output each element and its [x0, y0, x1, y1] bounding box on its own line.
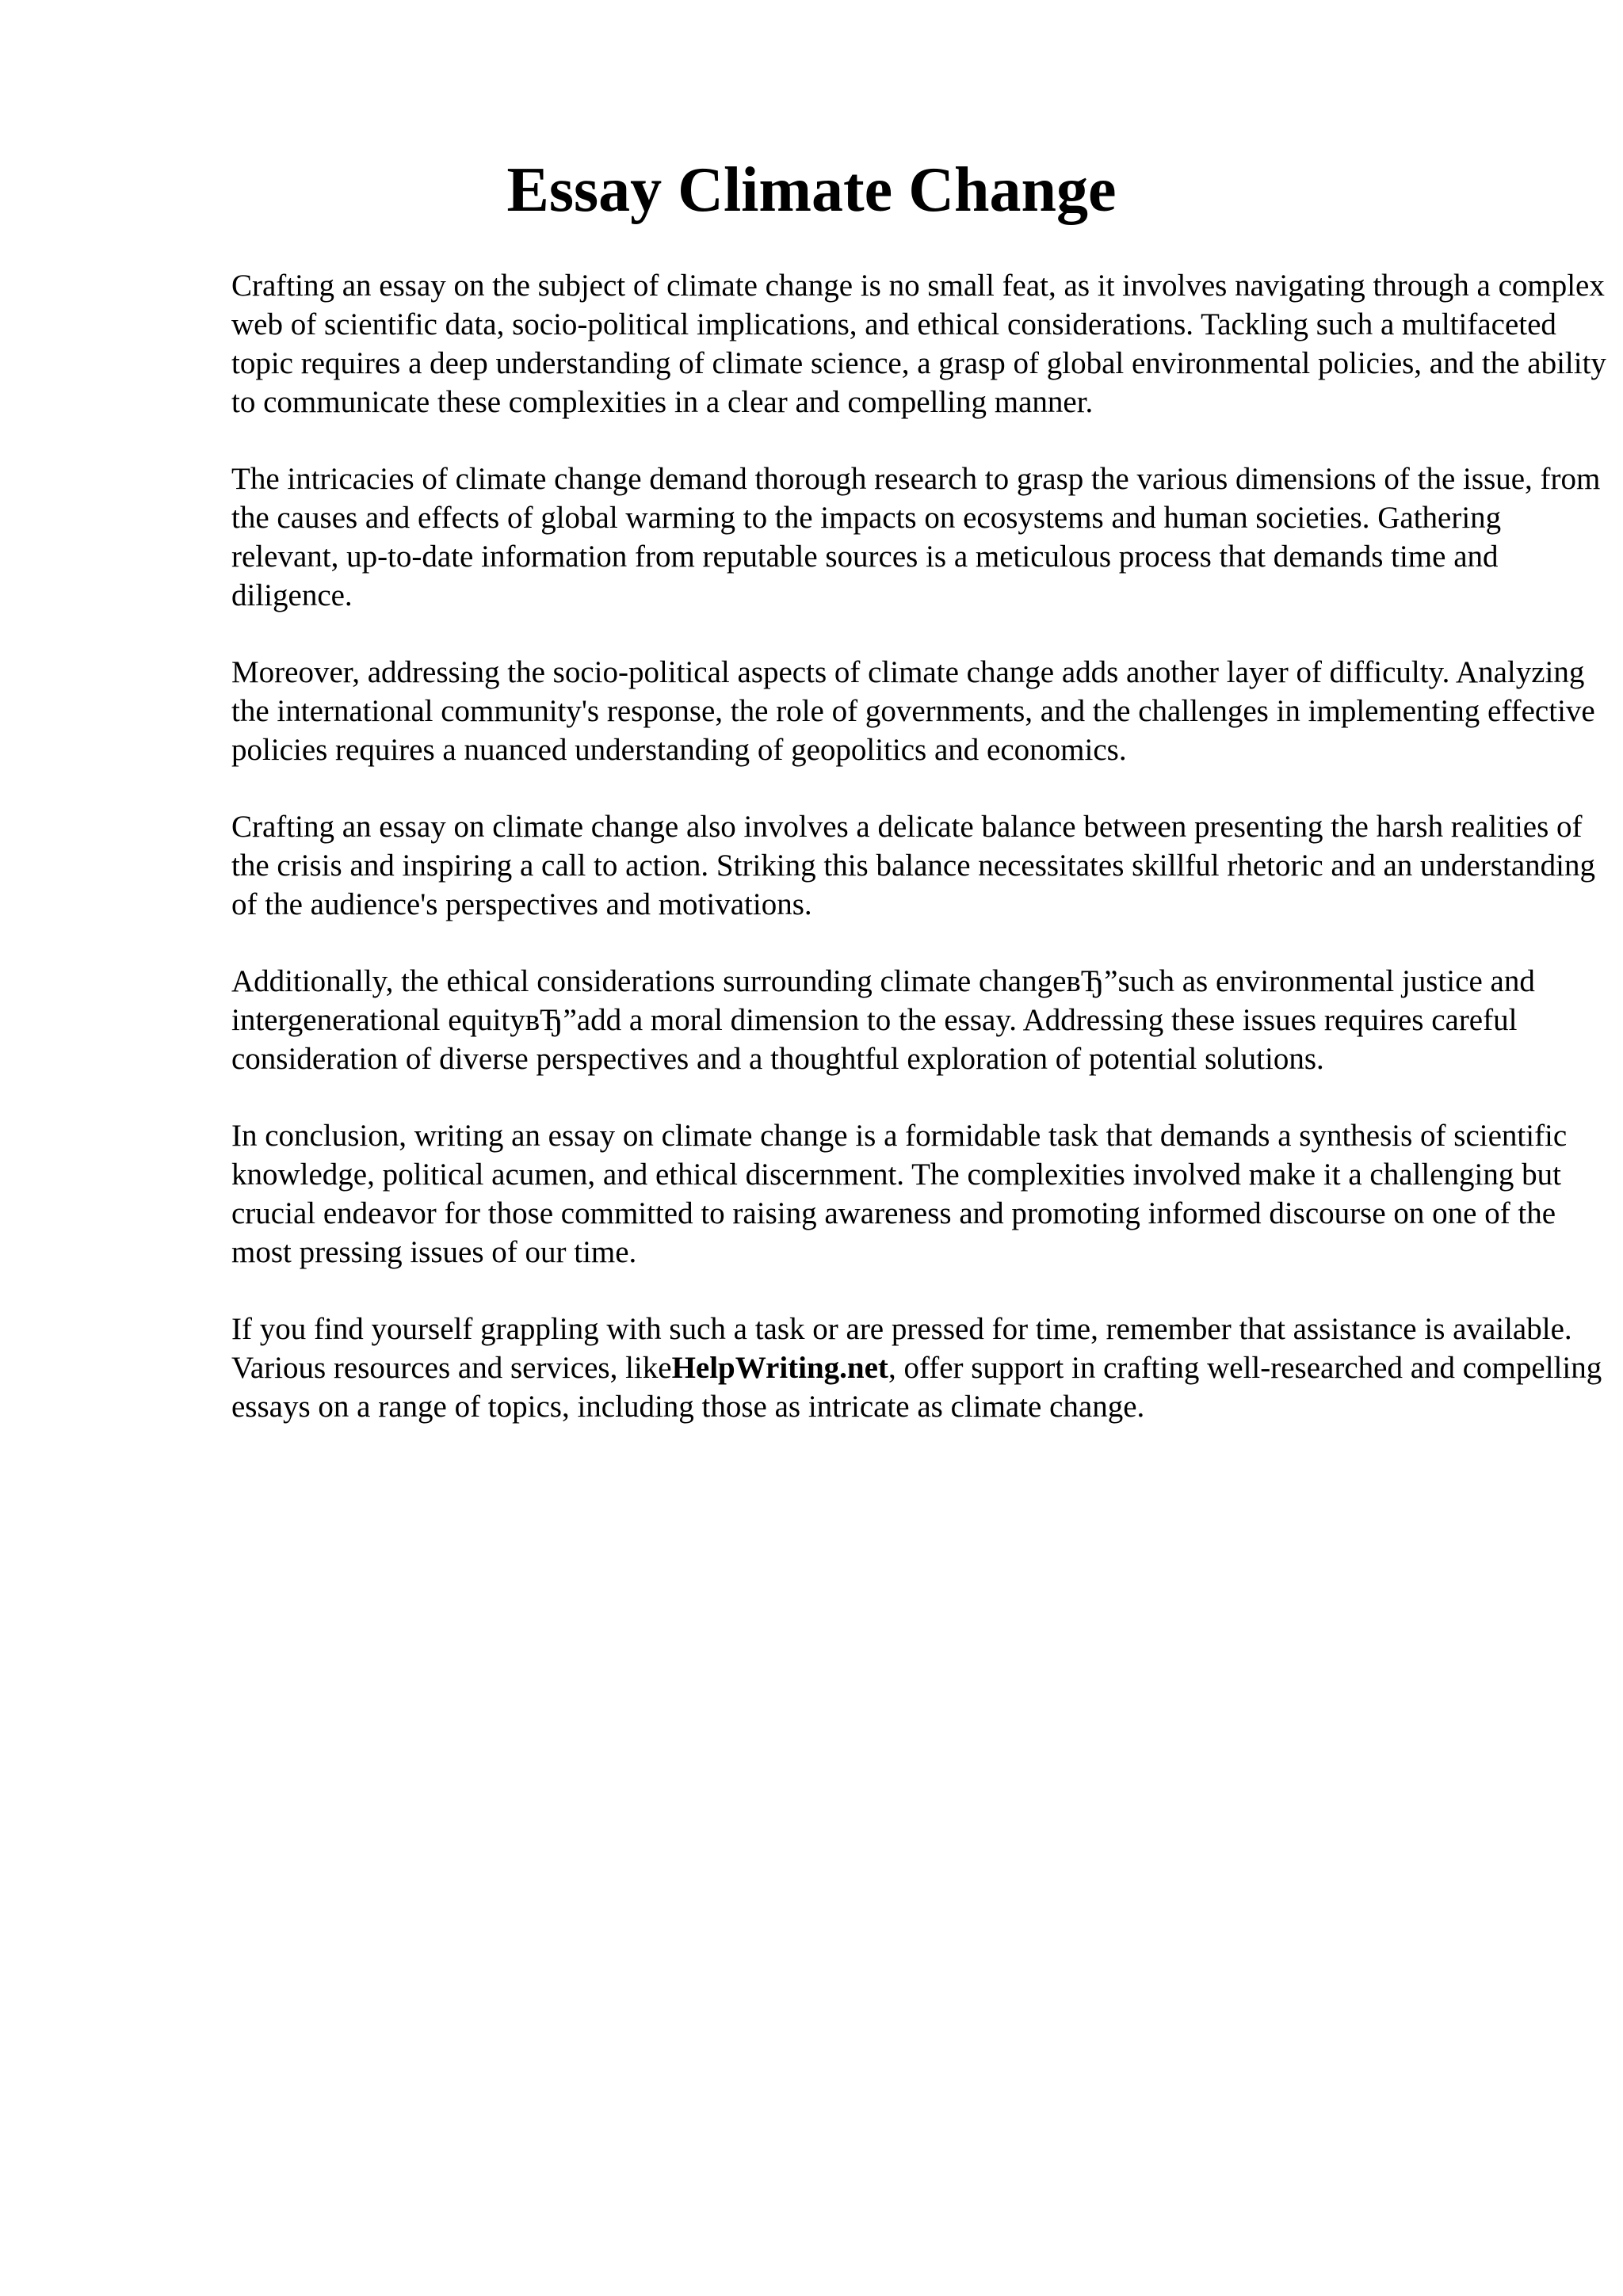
- paragraph-assistance: [231, 1310, 1610, 1426]
- page-title: Essay Climate Change: [506, 155, 1117, 225]
- paragraph-balance: Crafting an essay on climate change also involves a delicate balance between presenting the harsh realities of the crisis and inspiring a call to action. Striking this balance necessitates skillful rhetoric and an understanding of the audience's perspectives and motivations.: [231, 810, 1595, 921]
- paragraph-ethics: Additionally, the ethical considerations surrounding climate changeвЂ”such as environmental justice and intergenerational equityвЂ”add a moral dimension to the essay. Addressing these issues requires careful consideration of diverse perspectives and a thoughtful exploration of potential solutions.: [231, 964, 1535, 1076]
- paragraph-socio-political: Moreover, addressing the socio-political aspects of climate change adds another layer of difficulty. Analyzing the international community's response, the role of governments, and the challenges in implementing effective policies requires a nuanced understanding of geopolitics and economics.: [231, 655, 1595, 767]
- paragraph-research: The intricacies of climate change demand thorough research to grasp the various dimensions of the issue, from the causes and effects of global warming to the impacts on ecosystems and human societies. Gathering relevant, up-to-date information from reputable sources is a meticulous process that demands time and diligence.: [231, 462, 1601, 612]
- assistance-text-before: If you find yourself grappling with such a task or are pressed for time, remember that assistance is available. Various resources and services, like: [231, 1312, 1572, 1385]
- helpwriting-link[interactable]: HelpWriting.net: [671, 1351, 888, 1385]
- paragraph-intro: Crafting an essay on the subject of climate change is no small feat, as it involves navigating through a complex web of scientific data, socio-political implications, and ethical considerations. Tackling such a multifaceted topic requires a deep understanding of climate science, a grasp of global environmental policies, and the ability to communicate these complexities in a clear and compelling manner.: [231, 269, 1606, 419]
- assistance-text-after: , offer support in crafting well-researched and compelling essays on a range of topics, including those as intricate as climate change.: [231, 1351, 1602, 1424]
- essay-body: [231, 266, 1610, 1464]
- paragraph-conclusion: In conclusion, writing an essay on climate change is a formidable task that demands a synthesis of scientific knowledge, political acumen, and ethical discernment. The complexities involved make it a challenging but crucial endeavor for those committed to raising awareness and promoting informed discourse on one of the most pressing issues of our time.: [231, 1119, 1568, 1269]
